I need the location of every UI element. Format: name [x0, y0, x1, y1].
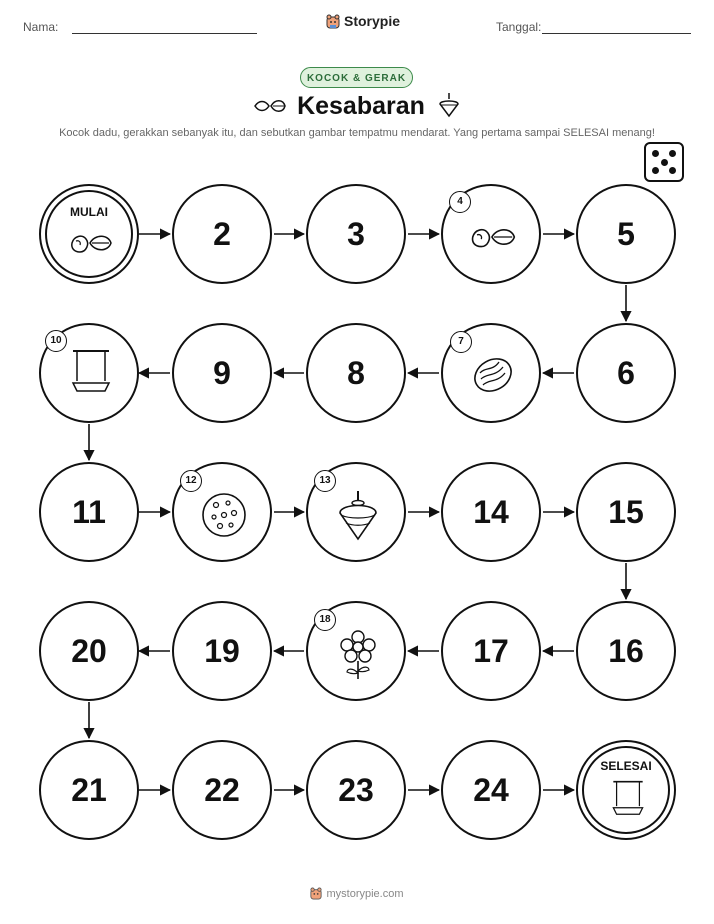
leaf-wind-icon — [468, 221, 518, 253]
cell-badge: 18 — [314, 609, 336, 631]
cell-number: 15 — [608, 493, 644, 530]
leaf-wind-icon — [68, 228, 114, 258]
board-cell-15[interactable] — [576, 462, 676, 562]
cell-number: 21 — [71, 771, 107, 808]
board-cell-14[interactable] — [441, 462, 541, 562]
cell-badge: 10 — [45, 330, 67, 352]
board-cell-17[interactable] — [441, 601, 541, 701]
storypie-logo-icon — [310, 887, 322, 900]
footer-url[interactable]: mystorypie.com — [326, 887, 404, 900]
cell-number: 22 — [204, 771, 240, 808]
footer — [0, 887, 714, 900]
board-cell-start[interactable] — [39, 184, 139, 284]
cell-number: 14 — [473, 493, 509, 530]
seed-icon — [471, 355, 515, 395]
cell-badge: 4 — [449, 191, 471, 213]
board-cell-22[interactable] — [172, 740, 272, 840]
cell-number: 2 — [213, 215, 231, 252]
category-tag: KOCOK & GERAK — [300, 67, 413, 88]
cell-badge: 7 — [450, 331, 472, 353]
title-text: Kesabaran — [297, 92, 425, 120]
cell-number: 19 — [204, 632, 240, 669]
brand-name: Storypie — [344, 13, 401, 29]
board-cell-19[interactable] — [172, 601, 272, 701]
board-cell-21[interactable] — [39, 740, 139, 840]
board-cell-8[interactable] — [306, 323, 406, 423]
cookie-icon — [200, 491, 248, 539]
cell-badge: 13 — [314, 470, 336, 492]
board-cell-3[interactable] — [306, 184, 406, 284]
board-cell-6[interactable] — [576, 323, 676, 423]
finish-label: SELESAI — [600, 759, 652, 773]
cell-number: 17 — [473, 632, 509, 669]
board-cell-20[interactable] — [39, 601, 139, 701]
board-cell-5[interactable] — [576, 184, 676, 284]
cell-badge: 12 — [180, 470, 202, 492]
cell-number: 20 — [71, 632, 107, 669]
date-label: Tanggal: — [496, 20, 542, 34]
spinning-top-icon — [337, 489, 379, 543]
cell-number: 5 — [617, 215, 635, 252]
board-cell-24[interactable] — [441, 740, 541, 840]
instructions: Kocok dadu, gerakkan sebanyak itu, dan sebutkan gambar tempatmu mendarat. Yang pertama sampai SELESAI menang! — [59, 127, 655, 139]
cell-number: 16 — [608, 632, 644, 669]
board-cell-11[interactable] — [39, 462, 139, 562]
swing-icon — [71, 349, 111, 403]
board-cell-2[interactable] — [172, 184, 272, 284]
cell-number: 6 — [617, 354, 635, 391]
board-cell-23[interactable] — [306, 740, 406, 840]
cell-number: 9 — [213, 354, 231, 391]
cell-number: 24 — [473, 771, 509, 808]
cell-number: 8 — [347, 354, 365, 391]
board-cell-16[interactable] — [576, 601, 676, 701]
swing-icon — [611, 780, 645, 824]
cell-number: 11 — [72, 493, 106, 530]
board-cell-finish[interactable] — [576, 740, 676, 840]
cell-number: 23 — [338, 771, 374, 808]
name-label: Nama: — [23, 20, 59, 34]
start-label: MULAI — [70, 205, 108, 219]
flower-icon — [339, 629, 377, 681]
board-cell-9[interactable] — [172, 323, 272, 423]
cell-number: 3 — [347, 215, 365, 252]
